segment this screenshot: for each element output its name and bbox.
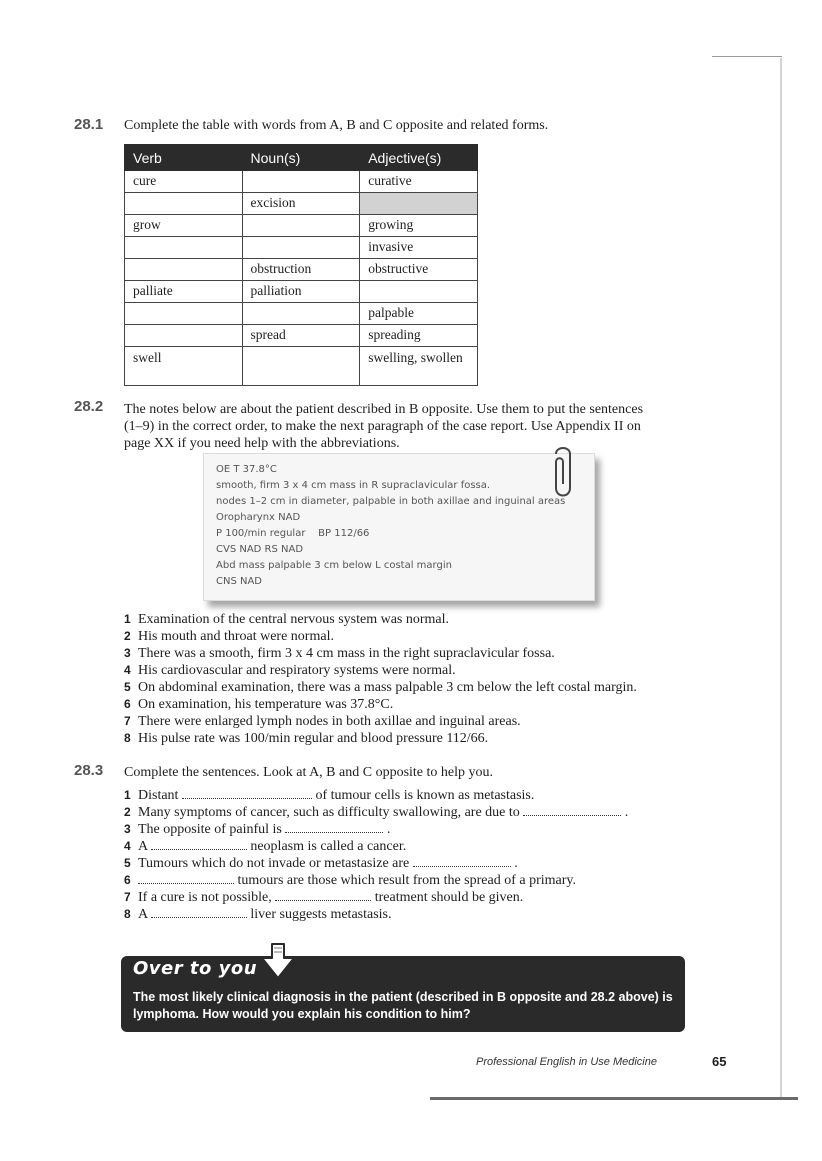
note-line: Oropharynx NAD <box>216 512 301 523</box>
table-cell[interactable] <box>125 193 243 215</box>
table-cell[interactable] <box>242 303 360 325</box>
table-cell[interactable]: swell <box>125 347 243 386</box>
table-header-row <box>125 145 478 171</box>
table-cell[interactable] <box>242 347 360 386</box>
patient-notes-card <box>203 453 595 601</box>
list-item: 6 tumours are those which result from the spread of a primary. <box>124 873 576 888</box>
note-line: smooth, firm 3 x 4 cm mass in R supraclavicular fossa. <box>216 480 491 491</box>
table-row <box>125 347 478 386</box>
table-cell[interactable]: palliate <box>125 281 243 303</box>
exercise-number: 28.1 <box>74 116 104 133</box>
answer-blank[interactable] <box>275 888 371 901</box>
list-item: 4 His cardiovascular and respiratory systems were normal. <box>124 663 456 678</box>
table-row <box>125 193 478 215</box>
answer-blank[interactable] <box>151 905 247 918</box>
book-title-footer: Professional English in Use Medicine <box>476 1056 657 1068</box>
table-cell[interactable]: obstructive <box>360 259 478 281</box>
table-cell[interactable] <box>242 171 360 193</box>
table-cell[interactable] <box>125 237 243 259</box>
table-cell[interactable] <box>360 281 478 303</box>
list-item: 7 If a cure is not possible, treatment should be given. <box>124 890 524 905</box>
table-cell[interactable]: obstruction <box>242 259 360 281</box>
table-cell[interactable]: spread <box>242 325 360 347</box>
table-cell[interactable] <box>125 259 243 281</box>
note-line: nodes 1–2 cm in diameter, palpable in both axillae and inguinal areas <box>216 496 566 507</box>
table-cell[interactable]: grow <box>125 215 243 237</box>
table-row <box>125 281 478 303</box>
exercise-instruction <box>124 401 676 452</box>
list-item: 8 A liver suggests metastasis. <box>124 907 392 922</box>
table-cell[interactable]: curative <box>360 171 478 193</box>
paperclip-icon <box>550 444 576 500</box>
table-cell[interactable]: excision <box>242 193 360 215</box>
exercise-instruction: Complete the table with words from A, B and C opposite and related forms. <box>124 118 549 133</box>
column-header-adjectives: Adjective(s) <box>360 145 478 171</box>
table-cell[interactable]: invasive <box>360 237 478 259</box>
note-line: Abd mass palpable 3 cm below L costal margin <box>216 560 452 571</box>
note-line: P 100/min regular BP 112/66 <box>216 528 370 539</box>
answer-blank[interactable] <box>413 854 511 867</box>
list-item: 3 The opposite of painful is . <box>124 822 391 837</box>
table-cell[interactable]: swelling, swollen <box>360 347 478 386</box>
over-to-you-title: Over to you <box>133 958 258 979</box>
list-item: 7 There were enlarged lymph nodes in both axillae and inguinal areas. <box>124 714 521 729</box>
table-cell[interactable]: palliation <box>242 281 360 303</box>
table-cell[interactable] <box>125 303 243 325</box>
answer-blank[interactable] <box>523 803 621 816</box>
list-item: 2 His mouth and throat were normal. <box>124 629 334 644</box>
list-item: 3 There was a smooth, firm 3 x 4 cm mass in the right supraclavicular fossa. <box>124 646 555 661</box>
instruction-line: page XX if you need help with the abbreviations. <box>124 436 400 451</box>
table-cell[interactable]: palpable <box>360 303 478 325</box>
answer-blank[interactable] <box>285 820 383 833</box>
page-edge-bottom <box>430 1097 798 1100</box>
page-edge-top <box>712 56 782 57</box>
list-item: 2 Many symptoms of cancer, such as difficulty swallowing, are due to . <box>124 805 629 820</box>
answer-blank[interactable] <box>151 837 247 850</box>
note-line: CVS NAD RS NAD <box>216 544 304 555</box>
list-item: 5 On abdominal examination, there was a mass palpable 3 cm below the left costal margin. <box>124 680 637 695</box>
word-forms-table <box>124 144 478 386</box>
table-cell[interactable] <box>242 237 360 259</box>
answer-blank[interactable] <box>182 786 312 799</box>
column-header-verb: Verb <box>125 145 243 171</box>
table-cell[interactable] <box>242 215 360 237</box>
table-cell-shaded <box>360 193 478 215</box>
instruction-line: The notes below are about the patient described in B opposite. Use them to put the sentences <box>124 402 644 417</box>
list-item: 8 His pulse rate was 100/min regular and blood pressure 112/66. <box>124 731 489 746</box>
page-number: 65 <box>712 1054 727 1069</box>
list-item: 6 On examination, his temperature was 37.8°C. <box>124 697 394 712</box>
table-row <box>125 325 478 347</box>
table-row <box>125 303 478 325</box>
list-item: 5 Tumours which do not invade or metastasize are . <box>124 856 518 871</box>
exercise-number: 28.3 <box>74 762 104 779</box>
exercise-number: 28.2 <box>74 398 104 415</box>
table-row <box>125 237 478 259</box>
column-header-nouns: Noun(s) <box>242 145 360 171</box>
note-line: CNS NAD <box>216 576 263 587</box>
table-cell[interactable]: cure <box>125 171 243 193</box>
list-item: 4 A neoplasm is called a cancer. <box>124 839 407 854</box>
pointing-hand-icon <box>258 940 302 982</box>
over-to-you-text: The most likely clinical diagnosis in the patient (described in B opposite and 28.2 above) is lymphoma. How would you explain his condition to him? <box>133 990 673 1021</box>
page-edge-right <box>780 58 782 1098</box>
answer-blank[interactable] <box>138 871 234 884</box>
table-row <box>125 215 478 237</box>
instruction-line: (1–9) in the correct order, to make the next paragraph of the case report. Use Appendix II on <box>124 419 641 434</box>
table-cell[interactable]: spreading <box>360 325 478 347</box>
exercise-instruction: Complete the sentences. Look at A, B and C opposite to help you. <box>124 765 493 780</box>
list-item: 1 Examination of the central nervous system was normal. <box>124 612 450 627</box>
table-cell[interactable] <box>125 325 243 347</box>
table-row <box>125 171 478 193</box>
table-cell[interactable]: growing <box>360 215 478 237</box>
note-line: OE T 37.8°C <box>216 464 277 475</box>
table-row <box>125 259 478 281</box>
list-item: 1 Distant of tumour cells is known as metastasis. <box>124 788 535 803</box>
